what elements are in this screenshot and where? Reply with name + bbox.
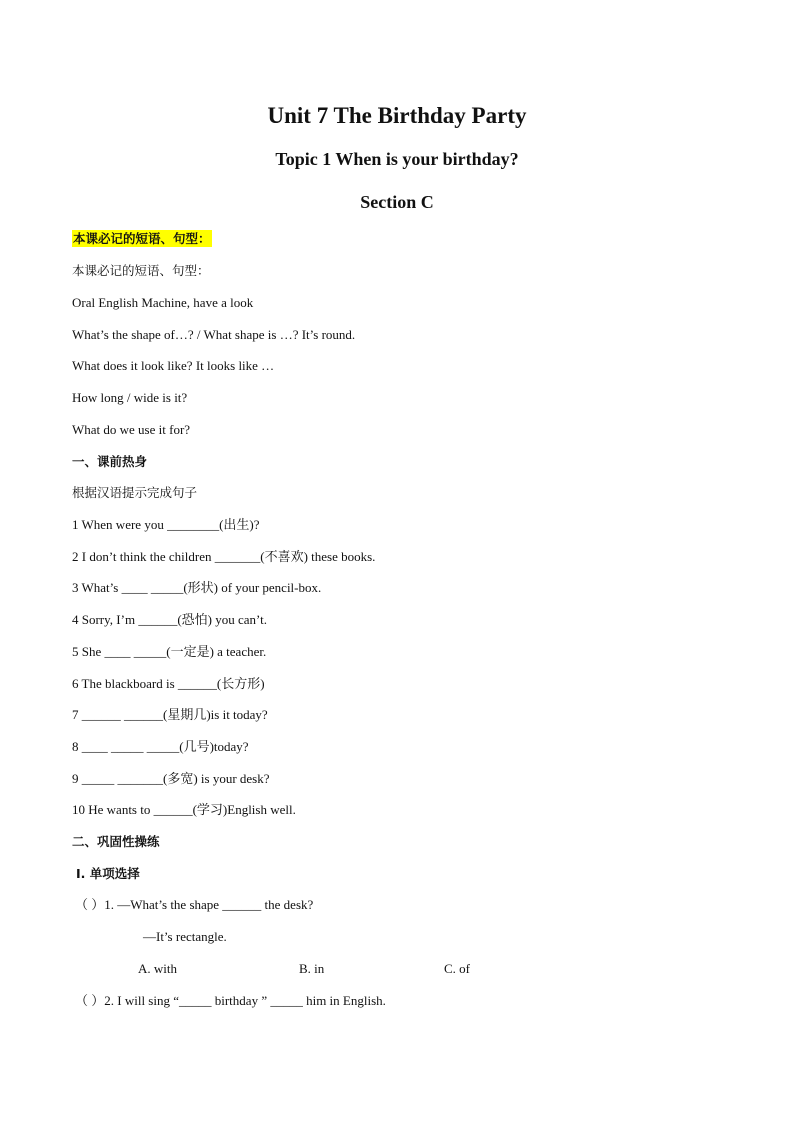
phrases-subheading: 本课必记的短语、句型： xyxy=(72,263,210,278)
topic-title: Topic 1 When is your birthday? xyxy=(275,149,519,169)
warmup-item-7: 7 ______ ______(星期几)is it today? xyxy=(72,707,268,722)
question-1-stem: （ ）1. —What’s the shape ______ the desk? xyxy=(75,897,314,912)
question-1-option-c: C. of xyxy=(444,961,470,976)
warmup-item-3: 3 What’s ____ _____(形状) of your pencil-box. xyxy=(72,580,322,595)
phrase-line-3: What does it look like? It looks like … xyxy=(72,358,275,373)
warmup-item-8: 8 ____ _____ _____(几号)today? xyxy=(72,739,249,754)
warmup-item-5: 5 She ____ _____(一定是) a teacher. xyxy=(72,644,267,659)
practice-subheading: Ⅰ. 单项选择 xyxy=(76,866,140,881)
phrases-heading-highlighted xyxy=(72,231,212,247)
question-1-option-a: A. with xyxy=(138,961,177,976)
warmup-instruction: 根据汉语提示完成句子 xyxy=(72,485,198,500)
phrase-line-1: Oral English Machine, have a look xyxy=(72,295,254,310)
warmup-heading: 一、课前热身 xyxy=(72,454,148,469)
practice-heading: 二、巩固性操练 xyxy=(72,834,160,849)
phrase-line-5: What do we use it for? xyxy=(72,422,191,437)
warmup-item-10: 10 He wants to ______(学习)English well. xyxy=(72,802,296,817)
question-1-option-b: B. in xyxy=(299,961,325,976)
unit-title: Unit 7 The Birthday Party xyxy=(267,103,527,128)
question-2-stem: （ ）2. I will sing “_____ birthday ” _____ him in English. xyxy=(75,993,386,1008)
warmup-item-2: 2 I don’t think the children _______(不喜欢) these books. xyxy=(72,549,376,564)
highlight-text: 本课必记的短语、句型： xyxy=(73,231,211,246)
warmup-item-6: 6 The blackboard is ______(长方形) xyxy=(72,676,265,691)
phrase-line-4: How long / wide is it? xyxy=(72,390,188,405)
phrase-line-2: What’s the shape of…? / What shape is …? It’s round. xyxy=(72,327,356,342)
warmup-item-1: 1 When were you ________(出生)? xyxy=(72,517,260,532)
question-1-answer-line: —It’s rectangle. xyxy=(143,929,227,944)
warmup-item-4: 4 Sorry, I’m ______(恐怕) you can’t. xyxy=(72,612,267,627)
warmup-item-9: 9 _____ _______(多宽) is your desk? xyxy=(72,771,270,786)
section-title: Section C xyxy=(360,192,434,212)
